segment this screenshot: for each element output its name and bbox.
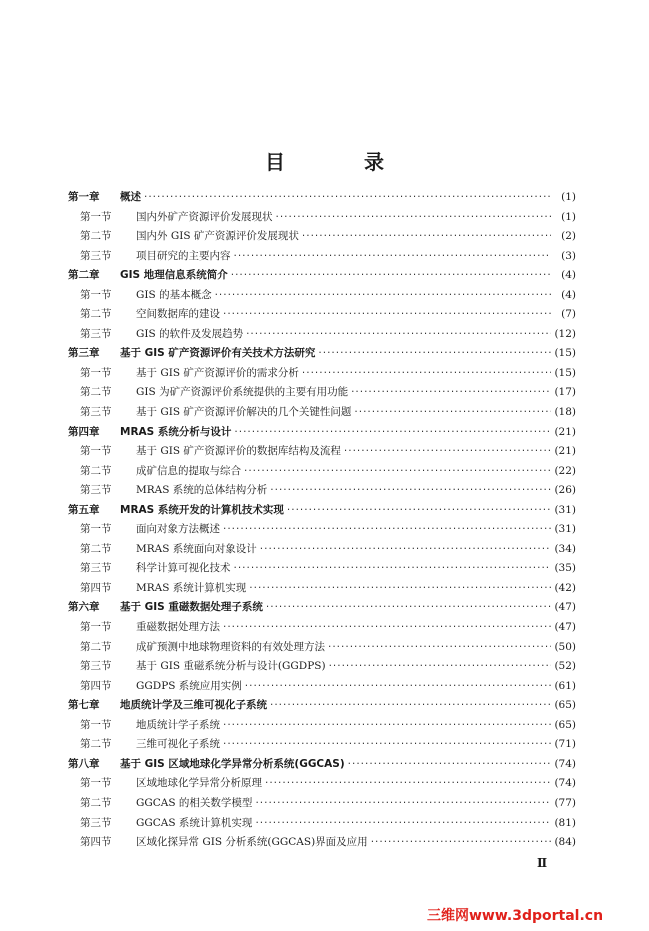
toc-entry-title: 区域化探异常 GIS 分析系统(GGCAS)界面及应用 xyxy=(136,836,368,849)
toc-entry-page: (47) xyxy=(554,601,576,614)
toc-section-row xyxy=(68,481,576,501)
dot-leader xyxy=(223,305,551,325)
dot-leader xyxy=(318,344,551,364)
toc-entry-page: (12) xyxy=(554,327,576,340)
toc-section-row xyxy=(68,227,576,247)
toc-entry-label: 第一节 xyxy=(80,777,112,790)
toc-entry-page: (84) xyxy=(554,836,576,849)
toc-entry-title: GIS 为矿产资源评价系统提供的主要有用功能 xyxy=(136,386,349,399)
toc-entry-title: GIS 的基本概念 xyxy=(136,288,212,301)
toc-entry-title: 基于 GIS 重磁数据处理子系统 xyxy=(120,601,263,614)
toc-section-row xyxy=(68,559,576,579)
dot-leader xyxy=(234,559,552,579)
toc-entry-label: 第三节 xyxy=(80,406,112,419)
dot-leader xyxy=(244,462,551,482)
toc-entry-page: (3) xyxy=(561,249,576,262)
toc-entry-label: 第六章 xyxy=(68,601,100,614)
toc-section-row xyxy=(68,618,576,638)
toc-entry-title: 基于 GIS 区域地球化学异常分析系统(GGCAS) xyxy=(120,757,345,770)
toc-entry-label: 第二节 xyxy=(80,308,112,321)
toc-entry-page: (50) xyxy=(554,640,576,653)
toc-section-row xyxy=(68,325,576,345)
toc-entry-title: 基于 GIS 矿产资源评价的需求分析 xyxy=(136,366,299,379)
toc-entry-title: 概述 xyxy=(120,191,141,203)
dot-leader xyxy=(260,540,551,560)
toc-section-row xyxy=(68,716,576,736)
dot-leader xyxy=(302,227,551,247)
dot-leader xyxy=(351,383,551,403)
dot-leader xyxy=(348,755,551,775)
dot-leader xyxy=(234,423,551,443)
toc-entry-page: (1) xyxy=(561,191,576,203)
toc-entry-label: 第二节 xyxy=(80,386,112,399)
toc-entry-label: 第一节 xyxy=(80,621,112,634)
toc-entry-label: 第一章 xyxy=(68,191,100,203)
toc-entry-page: (52) xyxy=(554,660,576,673)
toc-entry-label: 第四节 xyxy=(80,836,112,849)
toc-entry-label: 第一节 xyxy=(80,288,112,301)
dot-leader xyxy=(302,364,551,384)
dot-leader xyxy=(354,403,551,423)
toc-section-row xyxy=(68,774,576,794)
toc-entry-label: 第三章 xyxy=(68,347,100,360)
toc-entry-label: 第二节 xyxy=(80,640,112,653)
dot-leader xyxy=(344,442,551,462)
toc-entry-page: (21) xyxy=(554,445,576,458)
toc-section-row xyxy=(68,794,576,814)
dot-leader xyxy=(270,481,551,501)
toc-chapter-row xyxy=(68,344,576,364)
toc-entry-title: 地质统计学子系统 xyxy=(136,718,220,731)
dot-leader xyxy=(144,188,551,208)
toc-entry-title: 面向对象方法概述 xyxy=(136,523,220,536)
toc-section-row xyxy=(68,208,576,228)
toc-entry-title: 三维可视化子系统 xyxy=(136,738,220,751)
toc-entry-label: 第四章 xyxy=(68,425,100,438)
toc-entry-title: 成矿信息的提取与综合 xyxy=(136,464,241,477)
toc-entry-page: (77) xyxy=(554,796,576,809)
dot-leader xyxy=(265,774,551,794)
dot-leader xyxy=(223,716,551,736)
toc-section-row xyxy=(68,657,576,677)
toc-entry-title: 基于 GIS 重磁系统分析与设计(GGDPS) xyxy=(136,660,326,673)
toc-entry-label: 第二节 xyxy=(80,796,112,809)
toc-entry-title: 成矿预测中地球物理资料的有效处理方法 xyxy=(136,640,325,653)
toc-entry-title: 重磁数据处理方法 xyxy=(136,621,220,634)
toc-entry-title: 地质统计学及三维可视化子系统 xyxy=(120,699,267,712)
toc-section-row xyxy=(68,540,576,560)
dot-leader xyxy=(287,501,551,521)
dot-leader xyxy=(255,814,551,834)
table-of-contents xyxy=(68,188,576,853)
watermark-text: 三维网www.3dportal.cn xyxy=(427,908,604,924)
toc-entry-label: 第四节 xyxy=(80,581,112,594)
toc-entry-title: 科学计算可视化技术 xyxy=(136,562,231,575)
toc-entry-title: 项目研究的主要内容 xyxy=(136,249,231,262)
toc-entry-page: (71) xyxy=(554,738,576,751)
toc-entry-label: 第三节 xyxy=(80,562,112,575)
toc-entry-page: (47) xyxy=(554,621,576,634)
dot-leader xyxy=(215,286,551,306)
toc-section-row xyxy=(68,247,576,267)
toc-entry-label: 第二节 xyxy=(80,464,112,477)
toc-entry-title: 空间数据库的建设 xyxy=(136,308,220,321)
toc-entry-title: 基于 GIS 矿产资源评价有关技术方法研究 xyxy=(120,347,316,360)
page-title: 目 录 xyxy=(265,150,420,174)
toc-entry-title: MRAS 系统计算机实现 xyxy=(136,581,247,594)
toc-entry-label: 第二节 xyxy=(80,542,112,555)
toc-entry-page: (74) xyxy=(554,777,576,790)
toc-entry-page: (22) xyxy=(554,464,576,477)
dot-leader xyxy=(328,638,551,658)
toc-entry-page: (31) xyxy=(554,503,576,516)
dot-leader xyxy=(270,696,551,716)
toc-entry-title: GGCAS 系统计算机实现 xyxy=(136,816,253,829)
toc-chapter-row xyxy=(68,755,576,775)
toc-entry-label: 第三节 xyxy=(80,484,112,497)
dot-leader xyxy=(255,794,551,814)
toc-entry-title: MRAS 系统开发的计算机技术实现 xyxy=(120,503,284,516)
dot-leader xyxy=(231,266,551,286)
toc-chapter-row xyxy=(68,188,576,208)
toc-entry-page: (4) xyxy=(561,288,576,301)
toc-entry-page: (35) xyxy=(554,562,576,575)
toc-entry-label: 第五章 xyxy=(68,503,100,516)
toc-section-row xyxy=(68,305,576,325)
toc-entry-label: 第一节 xyxy=(80,445,112,458)
toc-section-row xyxy=(68,814,576,834)
dot-leader xyxy=(223,735,551,755)
dot-leader xyxy=(249,579,551,599)
toc-entry-page: (34) xyxy=(554,542,576,555)
toc-entry-title: 国内外矿产资源评价发展现状 xyxy=(136,210,273,223)
toc-section-row xyxy=(68,579,576,599)
toc-section-row xyxy=(68,735,576,755)
toc-entry-label: 第二节 xyxy=(80,738,112,751)
toc-entry-title: GGDPS 系统应用实例 xyxy=(136,679,242,692)
toc-entry-page: (7) xyxy=(561,308,576,321)
toc-entry-page: (61) xyxy=(554,679,576,692)
toc-entry-page: (15) xyxy=(554,366,576,379)
toc-entry-label: 第三节 xyxy=(80,660,112,673)
toc-entry-page: (42) xyxy=(554,581,576,594)
toc-entry-page: (65) xyxy=(554,699,576,712)
toc-entry-page: (18) xyxy=(554,406,576,419)
toc-section-row xyxy=(68,677,576,697)
toc-section-row xyxy=(68,520,576,540)
toc-entry-label: 第一节 xyxy=(80,366,112,379)
dot-leader xyxy=(276,208,552,228)
dot-leader xyxy=(371,833,551,853)
toc-entry-page: (17) xyxy=(554,386,576,399)
toc-entry-title: 基于 GIS 矿产资源评价的数据库结构及流程 xyxy=(136,445,341,458)
toc-section-row xyxy=(68,638,576,658)
toc-entry-page: (65) xyxy=(554,718,576,731)
toc-entry-label: 第一节 xyxy=(80,210,112,223)
toc-entry-title: 国内外 GIS 矿产资源评价发展现状 xyxy=(136,230,299,243)
dot-leader xyxy=(266,598,551,618)
toc-section-row xyxy=(68,286,576,306)
toc-section-row xyxy=(68,833,576,853)
toc-entry-title: MRAS 系统面向对象设计 xyxy=(136,542,257,555)
toc-entry-label: 第七章 xyxy=(68,699,100,712)
toc-chapter-row xyxy=(68,501,576,521)
toc-entry-title: GIS 的软件及发展趋势 xyxy=(136,327,244,340)
toc-section-row xyxy=(68,364,576,384)
toc-entry-label: 第二章 xyxy=(68,269,100,282)
toc-entry-label: 第二节 xyxy=(80,230,112,243)
toc-entry-title: MRAS 系统分析与设计 xyxy=(120,425,232,438)
dot-leader xyxy=(245,677,551,697)
toc-chapter-row xyxy=(68,696,576,716)
toc-section-row xyxy=(68,462,576,482)
toc-entry-label: 第一节 xyxy=(80,523,112,536)
toc-entry-title: GIS 地理信息系统简介 xyxy=(120,269,228,282)
toc-entry-title: 基于 GIS 矿产资源评价解决的几个关键性问题 xyxy=(136,406,352,419)
toc-entry-page: (15) xyxy=(554,347,576,360)
toc-section-row xyxy=(68,383,576,403)
dot-leader xyxy=(223,520,551,540)
toc-entry-page: (31) xyxy=(554,523,576,536)
toc-entry-page: (21) xyxy=(554,425,576,438)
toc-chapter-row xyxy=(68,598,576,618)
dot-leader xyxy=(234,247,552,267)
toc-entry-label: 第三节 xyxy=(80,816,112,829)
toc-entry-page: (26) xyxy=(554,484,576,497)
toc-entry-page: (81) xyxy=(554,816,576,829)
toc-entry-label: 第一节 xyxy=(80,718,112,731)
toc-entry-page: (74) xyxy=(554,757,576,770)
dot-leader xyxy=(329,657,551,677)
toc-chapter-row xyxy=(68,266,576,286)
toc-section-row xyxy=(68,403,576,423)
toc-entry-title: GGCAS 的相关数学模型 xyxy=(136,796,253,809)
dot-leader xyxy=(223,618,551,638)
toc-entry-page: (4) xyxy=(561,269,576,282)
toc-chapter-row xyxy=(68,423,576,443)
toc-entry-label: 第八章 xyxy=(68,757,100,770)
dot-leader xyxy=(246,325,551,345)
toc-section-row xyxy=(68,442,576,462)
toc-entry-title: 区域地球化学异常分析原理 xyxy=(136,777,262,790)
page-number: Ⅱ xyxy=(537,856,548,870)
toc-entry-page: (2) xyxy=(561,230,576,243)
toc-entry-title: MRAS 系统的总体结构分析 xyxy=(136,484,268,497)
toc-entry-label: 第四节 xyxy=(80,679,112,692)
toc-entry-label: 第三节 xyxy=(80,327,112,340)
toc-entry-label: 第三节 xyxy=(80,249,112,262)
toc-entry-page: (1) xyxy=(561,210,576,223)
